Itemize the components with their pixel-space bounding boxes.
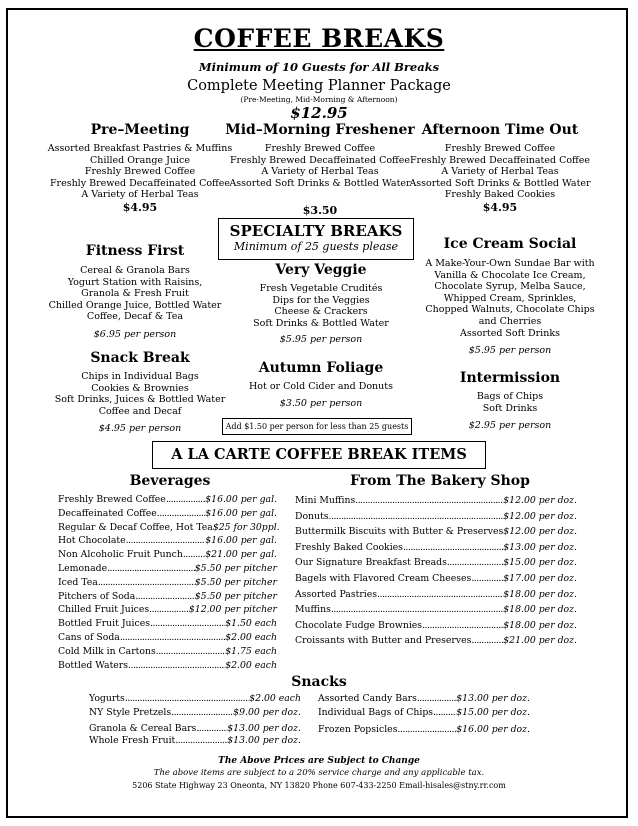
ice-cream-social-items: [410, 258, 610, 339]
list-item: A Make-Your-Own Sundae Bar with: [425, 258, 595, 269]
table-row: Freshly Baked Cookies ..... $13.00 per doz.: [295, 540, 577, 556]
table-row: Yogurts ..... $2.00 each: [89, 692, 301, 706]
table-row: Freshly Brewed Coffee ..... $16.00 per gal.: [58, 493, 277, 507]
table-row: Mini Muffins ..... $12.00 per doz.: [295, 493, 577, 509]
list-item: Yogurt Station with Raisins,: [67, 276, 203, 288]
list-item: Freshly Brewed Coffee: [84, 166, 196, 178]
fitness-first-title: Fitness First: [85, 243, 185, 259]
table-row: Donuts ..... $12.00 per doz.: [295, 509, 577, 525]
list-item: Assorted Breakfast Pastries & Muffins: [47, 143, 233, 154]
afternoon-items: [400, 143, 600, 201]
beverages-title: Beverages: [129, 473, 211, 489]
pre-meeting-section: [40, 122, 240, 214]
table-row: Pitchers of Soda ..... $5.50 per pitcher: [58, 590, 277, 604]
table-row: Assorted Candy Bars ..... $13.00 per doz.: [318, 692, 530, 706]
list-item: Freshly Brewed Decaffeinated Coffee: [229, 154, 411, 166]
bakery-list: [295, 493, 577, 649]
list-item: A Variety of Herbal Teas: [261, 166, 379, 178]
list-item: Freshly Brewed Coffee: [264, 143, 376, 154]
package-price: $12.95: [290, 104, 348, 122]
table-row: Non Alcoholic Fruit Punch ..... $21.00 per gal.: [58, 548, 277, 562]
surcharge-note: Add $1.50 per person for less than 25 guests: [222, 418, 412, 435]
mid-morning-title: Mid–Morning Freshener: [225, 122, 415, 138]
mid-morning-section: [220, 122, 420, 217]
autumn-foliage-items: [226, 381, 416, 393]
table-row: Bottled Waters ..... $2.00 each: [58, 659, 277, 673]
afternoon-price: $4.95: [482, 200, 518, 214]
intermission-price: $2.95 per person: [468, 420, 552, 432]
table-row: Hot Chocolate ..... $16.00 per gal.: [58, 534, 277, 548]
list-item: Freshly Brewed Decaffeinated Coffee: [409, 154, 591, 166]
table-row: Chocolate Fudge Brownies ..... $18.00 per doz.: [295, 618, 577, 634]
snacks-right-list: [318, 692, 530, 736]
afternoon-title: Afternoon Time Out: [421, 122, 579, 138]
snacks-left-list: [89, 692, 301, 747]
list-item: Freshly Baked Cookies: [444, 189, 556, 201]
minimum-guests-note: Minimum of 10 Guests for All Breaks: [198, 60, 440, 74]
intermission-section: [420, 370, 600, 431]
list-item: Vanilla & Chocolate Ice Cream,: [434, 269, 586, 281]
price-change-note: The Above Prices are Subject to Change: [218, 756, 420, 766]
list-item: Chopped Walnuts, Chocolate Chips: [425, 304, 595, 316]
service-charge-note: The above items are subject to a 20% service charge and any applicable tax.: [153, 768, 485, 778]
list-item: Freshly Brewed Decaffeinated Coffee: [49, 177, 231, 189]
list-item: Chilled Orange Juice: [90, 154, 190, 166]
autumn-foliage-section: [226, 360, 416, 409]
list-item: Chilled Orange Juice, Bottled Water: [48, 299, 222, 311]
table-row: Lemonade ..... $5.50 per pitcher: [58, 562, 277, 576]
table-row: Buttermilk Biscuits with Butter & Preserves $12.00 per doz.: [295, 526, 578, 538]
snack-break-section: [40, 350, 240, 434]
list-item: Freshly Brewed Coffee: [444, 143, 556, 154]
fitness-first-price: $6.95 per person: [93, 328, 177, 340]
list-item: Cookies & Brownies: [91, 382, 189, 394]
package-subtitle: (Pre-Meeting, Mid-Morning & Afternoon): [240, 95, 398, 104]
ice-cream-social-section: [410, 236, 610, 356]
beverages-list: [58, 493, 280, 672]
list-item: Assorted Soft Drinks & Bottled Water: [229, 177, 411, 189]
pre-meeting-items: [40, 143, 240, 201]
snack-break-price: $4.95 per person: [98, 423, 182, 435]
list-item: Chocolate Syrup, Melba Sauce,: [434, 281, 586, 293]
list-item: and Cherries: [478, 315, 542, 327]
list-item: Soft Drinks: [482, 402, 538, 414]
table-row: Granola & Cereal Bars ..... $13.00 per doz.: [89, 723, 301, 735]
list-item: Dips for the Veggies: [272, 294, 370, 306]
list-item: Coffee and Decaf: [98, 405, 182, 417]
list-item: A Variety of Herbal Teas: [441, 166, 559, 178]
a-la-carte-title: A LA CARTE COFFEE BREAK ITEMS: [152, 441, 486, 469]
table-row: Cans of Soda ..... $2.00 each: [58, 631, 277, 645]
intermission-title: Intermission: [459, 370, 561, 386]
table-row: Muffins ..... $18.00 per doz.: [295, 602, 577, 618]
list-item: Soft Drinks & Bottled Water: [253, 317, 389, 329]
table-row: Croissants with Butter and Preserves ..... $21.00 per doz.: [295, 633, 577, 649]
intermission-items: [420, 391, 600, 414]
table-row: Decaffeinated Coffee ..... $16.00 per gal.: [58, 507, 277, 521]
list-item: Granola & Fresh Fruit: [81, 288, 189, 300]
specialty-breaks-box: [218, 218, 414, 260]
pre-meeting-title: Pre–Meeting: [90, 122, 190, 138]
snacks-title: Snacks: [291, 674, 347, 690]
page-title: COFFEE BREAKS: [193, 24, 445, 53]
list-item: Assorted Soft Drinks & Bottled Water: [409, 177, 591, 189]
fitness-first-section: [40, 243, 230, 340]
table-row: Individual Bags of Chips ..... $15.00 per doz.: [318, 706, 530, 720]
ice-cream-social-title: Ice Cream Social: [443, 236, 577, 252]
specialty-subtitle: Minimum of 25 guests please: [233, 240, 399, 253]
list-item: Coffee, Decaf & Tea: [86, 311, 184, 323]
table-row: Chilled Fruit Juices ..... $12.00 per pitcher: [58, 603, 277, 617]
bakery-title: From The Bakery Shop: [350, 473, 530, 489]
table-row: Frozen Popsicles ..... $16.00 per doz.: [318, 723, 530, 737]
table-row: Our Signature Breakfast Breads ..... $15.00 per doz.: [295, 555, 577, 571]
mid-morning-items: [220, 143, 420, 189]
contact-info: 5206 State Highway 23 Oneonta, NY 13820 Phone 607-433-2250 Email-hisales@stny.rr.com: [132, 781, 506, 790]
table-row: Whole Fresh Fruit ..... $13.00 per doz.: [89, 735, 301, 747]
snack-break-items: [40, 371, 240, 417]
autumn-foliage-price: $3.50 per person: [279, 397, 363, 409]
specialty-title: SPECIALTY BREAKS: [229, 222, 403, 240]
pre-meeting-price: $4.95: [122, 200, 158, 214]
table-row: Bottled Fruit Juices ..... $1.50 each: [58, 617, 277, 631]
list-item: Fresh Vegetable Crudités: [259, 283, 383, 294]
table-row: Bagels with Flavored Cream Cheeses ..... $17.00 per doz.: [295, 571, 577, 587]
very-veggie-section: [226, 262, 416, 345]
table-row: Cold Milk in Cartons ..... $1.75 each: [58, 645, 277, 659]
list-item: A Variety of Herbal Teas: [81, 189, 199, 201]
list-item: Soft Drinks, Juices & Bottled Water: [54, 394, 226, 406]
table-row: Assorted Pastries ..... $18.00 per doz.: [295, 587, 577, 603]
snack-break-title: Snack Break: [90, 350, 190, 366]
list-item: Cheese & Crackers: [274, 306, 368, 318]
mid-morning-price: $3.50: [302, 204, 338, 218]
list-item: Cereal & Granola Bars: [80, 265, 190, 276]
table-row: NY Style Pretzels ..... $9.00 per doz.: [89, 706, 301, 720]
table-row: Iced Tea ..... $5.50 per pitcher: [58, 576, 277, 590]
table-row: Regular & Decaf Coffee, Hot Tea $25 for 30ppl.: [58, 521, 280, 533]
autumn-foliage-title: Autumn Foliage: [258, 360, 384, 376]
list-item: Hot or Cold Cider and Donuts: [249, 381, 393, 392]
very-veggie-title: Very Veggie: [275, 262, 367, 278]
list-item: Chips in Individual Bags: [81, 371, 199, 382]
very-veggie-price: $5.95 per person: [279, 334, 363, 346]
list-item: Whipped Cream, Sprinkles,: [443, 292, 577, 304]
very-veggie-items: [226, 283, 416, 329]
afternoon-section: [400, 122, 600, 214]
package-title: Complete Meeting Planner Package: [187, 78, 451, 94]
fitness-first-items: [40, 265, 230, 323]
list-item: Assorted Soft Drinks: [460, 327, 560, 339]
ice-cream-social-price: $5.95 per person: [468, 345, 552, 357]
list-item: Bags of Chips: [476, 391, 544, 402]
